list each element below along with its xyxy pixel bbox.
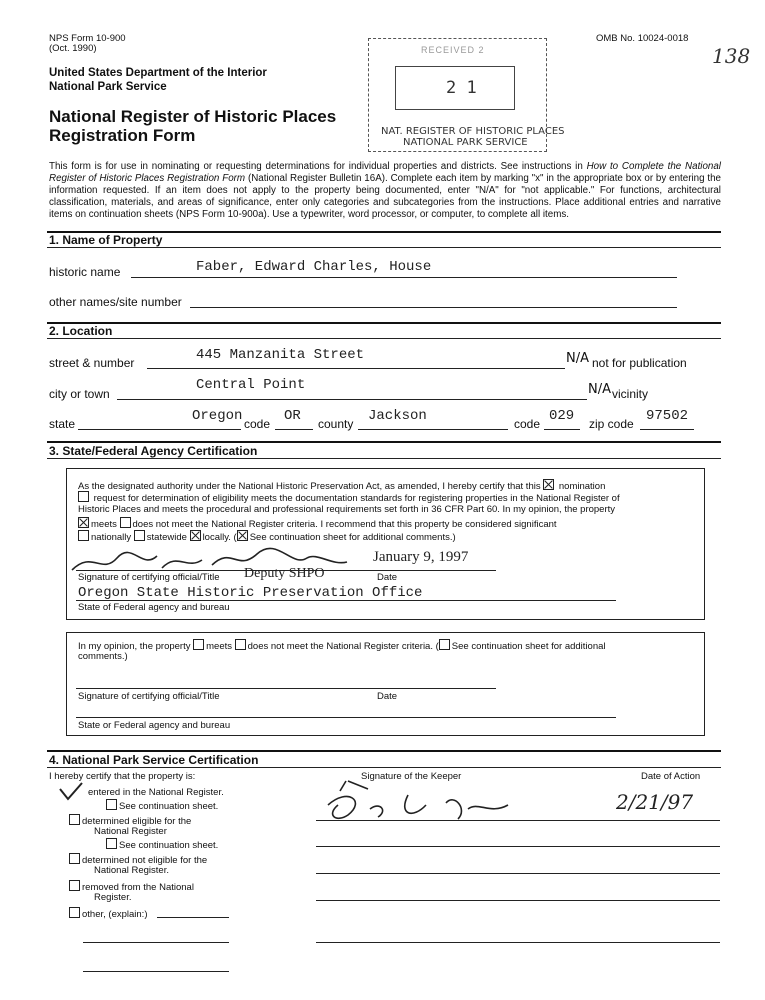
not-eligible-checkbox[interactable]	[69, 853, 80, 864]
other-line-3	[83, 971, 229, 972]
historic-name-label: historic name	[49, 265, 121, 279]
action-date[interactable]: 2/21/97	[616, 790, 694, 814]
stamp-received: RECEIVED 2	[421, 45, 485, 55]
received-stamp	[368, 38, 565, 152]
section-underline	[47, 247, 721, 248]
code-line	[275, 429, 313, 430]
opinion-meets-checkbox[interactable]	[193, 639, 204, 650]
stamp-date: 2 1	[446, 78, 477, 98]
code-value[interactable]: OR	[284, 408, 301, 424]
zip-line	[640, 429, 694, 430]
section-underline	[47, 338, 721, 339]
cert-line1: As the designated authority under the National Historic Preservation Act, as amended, I hereby certify that this nomination	[78, 481, 606, 492]
entered-checkmark	[56, 779, 86, 805]
other-option: other, (explain:)	[69, 907, 147, 920]
agency-label: State of Federal agency and bureau	[78, 602, 230, 613]
cert-line3: Historic Places and meets the procedural and professional requirements set forth in 36 CFR Part 60. In my opinion, the property	[78, 504, 616, 515]
signature-line-2	[76, 688, 496, 689]
keeper-label: Signature of the Keeper	[361, 771, 462, 782]
department: United States Department of the Interior	[49, 67, 267, 79]
section-rule	[47, 441, 721, 443]
meets-checkbox[interactable]	[78, 517, 89, 528]
eligible-line2: National Register	[94, 826, 167, 837]
section-underline	[47, 458, 721, 459]
county-code-value[interactable]: 029	[549, 408, 575, 424]
state-value[interactable]: Oregon	[192, 408, 243, 424]
entered-continuation-checkbox[interactable]	[106, 799, 117, 810]
date-label-2: Date	[377, 691, 398, 702]
vicinity-label: vicinity	[612, 387, 649, 401]
county-line	[358, 429, 508, 430]
determination-checkbox[interactable]	[78, 491, 89, 502]
street-label: street & number	[49, 356, 135, 370]
cert-line4: meets does not meet the National Register criteria. I recommend that this property be considered significant	[78, 517, 557, 530]
keeper-line-5	[316, 942, 720, 943]
action-date-label: Date of Action	[641, 771, 701, 782]
form-number: NPS Form 10-900	[49, 33, 126, 44]
entered-label[interactable]: entered in the National Register.	[88, 787, 224, 798]
section4-heading: 4. National Park Service Certification	[49, 753, 259, 767]
eligible-continuation: See continuation sheet.	[106, 838, 218, 851]
keeper-line	[316, 820, 720, 821]
other-line	[157, 917, 229, 918]
form-title-line1: National Register of Historic Places	[49, 107, 337, 126]
other-checkbox[interactable]	[69, 907, 80, 918]
agency-service: National Park Service	[49, 81, 167, 93]
keeper-line-3	[316, 873, 720, 874]
street-line	[147, 368, 565, 369]
keeper-signature	[318, 775, 518, 835]
not-for-publication-mark[interactable]: N/A	[566, 351, 589, 366]
county-code-line	[544, 429, 580, 430]
signature-label: Signature of certifying official/Title	[78, 572, 220, 583]
removed-line2: Register.	[94, 892, 132, 903]
eligible-checkbox[interactable]	[69, 814, 80, 825]
not-eligible-option: determined not eligible for the	[69, 853, 207, 866]
not-for-publication-label: not for publication	[592, 356, 687, 370]
removed-checkbox[interactable]	[69, 880, 80, 891]
entered-continuation: See continuation sheet.	[106, 799, 218, 812]
form-title-line2: Registration Form	[49, 126, 196, 145]
historic-name-line	[131, 277, 677, 278]
code-label: code	[244, 417, 271, 431]
other-names-label: other names/site number	[49, 295, 182, 309]
certification-date[interactable]: January 9, 1997	[373, 549, 469, 565]
county-value[interactable]: Jackson	[368, 408, 427, 424]
not-eligible-line2: National Register.	[94, 865, 169, 876]
opinion-comments: comments.)	[78, 651, 128, 662]
city-label: city or town	[49, 387, 110, 401]
form-date: (Oct. 1990)	[49, 43, 97, 54]
county-label: county	[318, 417, 354, 431]
state-line	[78, 429, 241, 430]
agency-value[interactable]: Oregon State Historic Preservation Office	[78, 585, 423, 601]
stamp-line2: NATIONAL PARK SERVICE	[403, 137, 528, 148]
historic-name-value[interactable]: Faber, Edward Charles, House	[196, 259, 432, 275]
cert-line2: request for determination of eligibility meets the documentation standards for registering properties in the National Register of	[78, 491, 698, 504]
opinion-line: In my opinion, the property meets does not meet the National Register criteria. ( See continuation sheet for additional	[78, 641, 606, 652]
keeper-line-2	[316, 846, 720, 847]
agency-line	[76, 600, 616, 601]
instructions-paragraph: This form is for use in nominating or requesting determinations for individual properties and districts. See instructions in How to Complete the National Register of Historic Places Registration Form (National Register Bulletin 16A). Complete each item by marking "x" in the appropriate box or by entering the information requested. If an item does not apply to the property being documented, enter "N/A" for "not applicable." For functions, architectural classification, materials, and areas of significance, enter only categories and subcategories from the instructions. Place additional entries and narrative items on continuation sheets (NPS Form 10-900a). Use a typewriter, word processor, or computer, to complete all items.	[49, 161, 721, 220]
agency-label-2: State or Federal agency and bureau	[78, 720, 231, 731]
keeper-line-4	[316, 900, 720, 901]
eligible-continuation-checkbox[interactable]	[106, 838, 117, 849]
opinion-not-meet-checkbox[interactable]	[235, 639, 246, 650]
street-value[interactable]: 445 Manzanita Street	[196, 347, 365, 363]
stamp-line1: NAT. REGISTER OF HISTORIC PLACES	[381, 126, 565, 137]
omb-number: OMB No. 10024-0018	[596, 33, 689, 44]
city-value[interactable]: Central Point	[196, 377, 306, 393]
city-line	[117, 399, 587, 400]
section-underline	[47, 767, 721, 768]
section1-heading: 1. Name of Property	[49, 233, 163, 247]
signature-label-2: Signature of certifying official/Title	[78, 691, 220, 702]
removed-option: removed from the National	[69, 880, 194, 893]
agency-line-2	[76, 717, 616, 718]
state-label: state	[49, 417, 76, 431]
certify-label: I hereby certify that the property is:	[49, 771, 196, 782]
stamp-date-box	[395, 66, 515, 110]
other-names-line	[190, 307, 677, 308]
does-not-meet-checkbox[interactable]	[120, 517, 131, 528]
county-code-label: code	[514, 417, 541, 431]
opinion-continuation-checkbox[interactable]	[439, 639, 450, 650]
handwritten-number: 138	[712, 44, 751, 68]
zip-label: zip code	[589, 417, 634, 431]
section3-heading: 3. State/Federal Agency Certification	[49, 444, 258, 458]
zip-value[interactable]: 97502	[646, 408, 689, 424]
vicinity-mark[interactable]: N/A	[588, 382, 611, 397]
nomination-checkbox[interactable]	[543, 479, 554, 490]
eligible-option: determined eligible for the	[69, 814, 191, 827]
section-rule	[47, 322, 721, 324]
other-line-2	[83, 942, 229, 943]
section-rule	[47, 750, 721, 752]
cert-line5: nationally statewide locally. ( See continuation sheet for additional comments.)	[78, 530, 456, 543]
section2-heading: 2. Location	[49, 324, 113, 338]
certifying-title[interactable]: Deputy SHPO	[244, 566, 325, 581]
date-label: Date	[377, 572, 398, 583]
